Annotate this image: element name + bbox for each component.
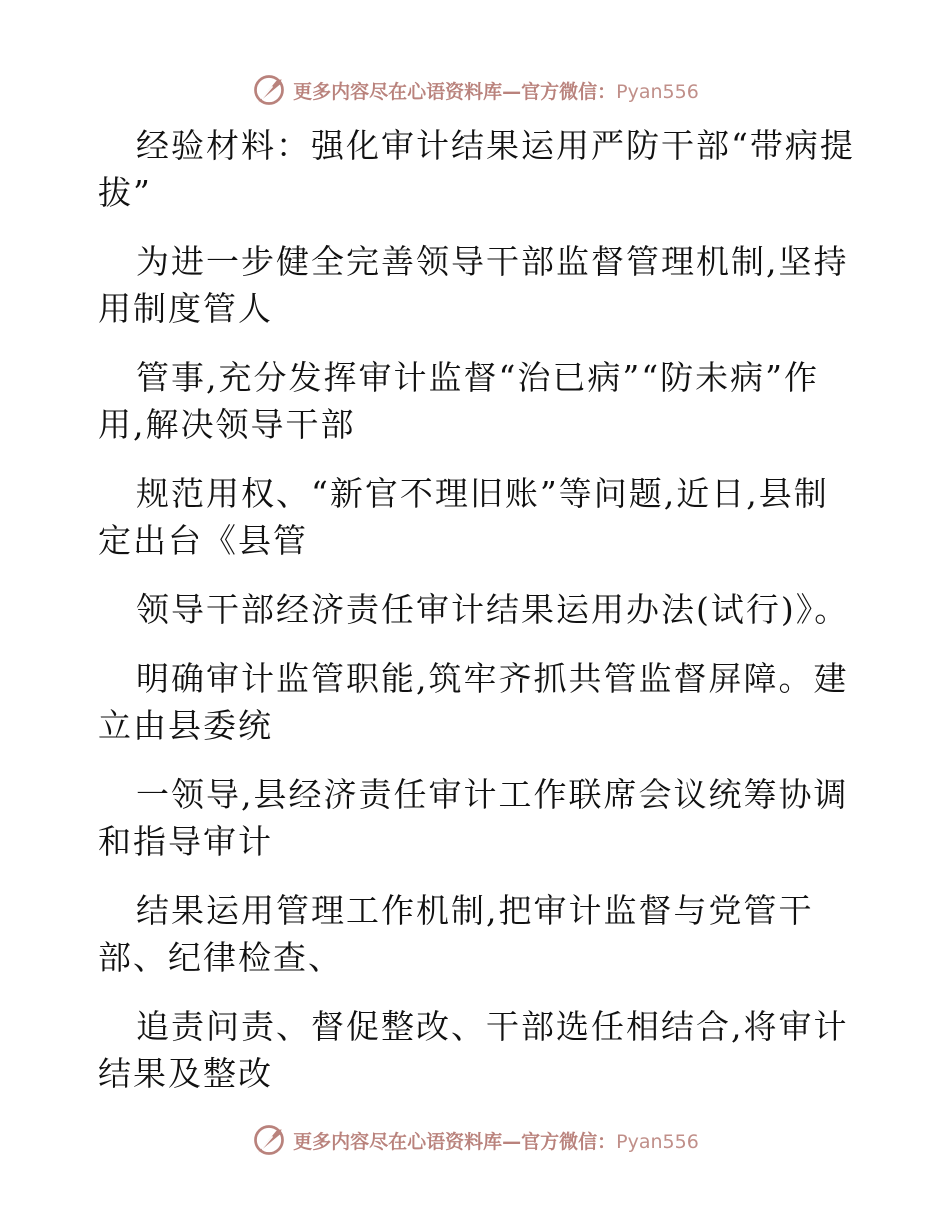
footer-watermark: [0, 1120, 950, 1160]
document-body: [98, 122, 858, 1119]
paragraph-9: 追责问责、督促整改、干部选任相结合,将审计结果及整改: [98, 1007, 849, 1093]
paragraph-2: 为进一步健全完善领导干部监督管理机制,坚持用制度管人: [98, 242, 849, 328]
paragraph-3: 管事,充分发挥审计监督“治已病”“防未病”作用,解决领导干部: [98, 358, 819, 444]
watermark-text: 更多内容尽在心语资料库—官方微信：Pyan556: [293, 1130, 699, 1153]
watermark-text: 更多内容尽在心语资料库—官方微信：Pyan556: [293, 80, 699, 103]
paragraph-5: 领导干部经济责任审计结果运用办法(试行)》。: [136, 590, 850, 629]
paragraph-4: 规范用权、“新官不理旧账”等问题,近日,县制定出台《县管: [98, 474, 829, 560]
paragraph-6: 明确审计监管职能,筑牢齐抓共管监督屏障。建立由县委统: [98, 659, 849, 745]
paragraph-7: 一领导,县经济责任审计工作联席会议统筹协调和指导审计: [98, 775, 849, 861]
feather-pen-icon: [251, 72, 287, 108]
paragraph-8: 结果运用管理工作机制,把审计监督与党管干部、纪律检查、: [98, 891, 814, 977]
feather-pen-icon: [251, 1122, 287, 1158]
header-watermark: [0, 70, 950, 110]
paragraph-1: 经验材料：强化审计结果运用严防干部“带病提拔”: [98, 126, 855, 212]
